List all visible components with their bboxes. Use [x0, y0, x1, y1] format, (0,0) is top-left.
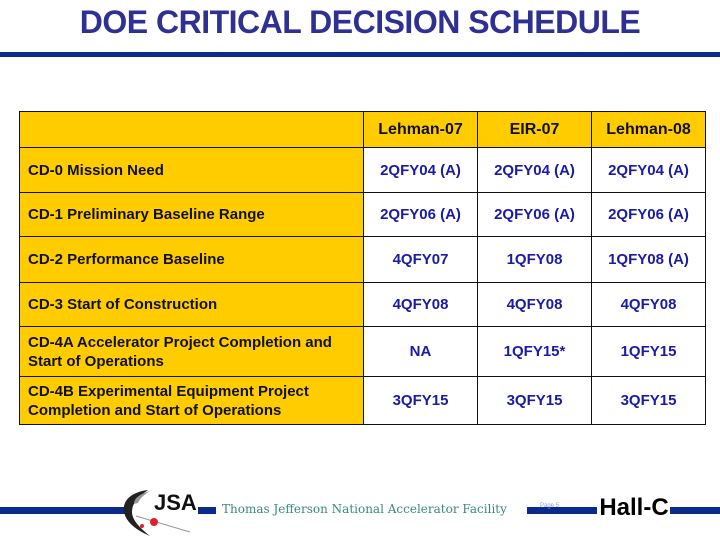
- table-row: [20, 377, 706, 425]
- table-cell: 4QFY08: [592, 283, 706, 327]
- column-header-eir-07: EIR-07: [478, 112, 592, 148]
- row-label: CD-1 Preliminary Baseline Range: [20, 193, 364, 237]
- column-header-lehman-08: Lehman-08: [592, 112, 706, 148]
- row-label: CD-4B Experimental Equipment Project Completion and Start of Operations: [20, 377, 364, 425]
- table-row: [20, 327, 706, 377]
- table-row: [20, 148, 706, 193]
- table-cell: 4QFY07: [364, 237, 478, 283]
- table-cell: NA: [364, 327, 478, 377]
- table-row: [20, 193, 706, 237]
- column-header-lehman-07: Lehman-07: [364, 112, 478, 148]
- row-label: CD-2 Performance Baseline: [20, 237, 364, 283]
- table-cell: 4QFY08: [478, 283, 592, 327]
- page-number: Page 5: [540, 503, 560, 509]
- row-label: CD-0 Mission Need: [20, 148, 364, 193]
- jsa-swoosh-icon: [118, 486, 208, 536]
- table-cell: 2QFY06 (A): [478, 193, 592, 237]
- table-row: [20, 237, 706, 283]
- facility-name: Thomas Jefferson National Accelerator Facility: [222, 502, 507, 516]
- svg-text:JSA: JSA: [154, 490, 197, 515]
- table-header-row: [20, 112, 706, 148]
- table-cell: 3QFY15: [478, 377, 592, 425]
- header-empty-cell: [20, 112, 364, 148]
- page-title: DOE CRITICAL DECISION SCHEDULE: [79, 4, 641, 40]
- table-cell: 3QFY15: [592, 377, 706, 425]
- table-cell: 1QFY08 (A): [592, 237, 706, 283]
- hall-label: Hall-C: [598, 490, 670, 526]
- table-cell: 2QFY06 (A): [592, 193, 706, 237]
- jsa-logo: [118, 486, 208, 536]
- table-cell: 2QFY04 (A): [364, 148, 478, 193]
- table-cell: 1QFY15: [592, 327, 706, 377]
- table-cell: 4QFY08: [364, 283, 478, 327]
- schedule-table: [19, 111, 706, 425]
- table-cell: 1QFY08: [478, 237, 592, 283]
- row-label: CD-3 Start of Construction: [20, 283, 364, 327]
- table-row: [20, 283, 706, 327]
- footer-rule-left: [0, 507, 125, 514]
- title-divider: [0, 52, 720, 57]
- footer-rule-right: [670, 507, 720, 514]
- row-label: CD-4A Accelerator Project Completion and Start of Operations: [20, 327, 364, 377]
- table-cell: 1QFY15*: [478, 327, 592, 377]
- table-cell: 2QFY04 (A): [592, 148, 706, 193]
- table-cell: 2QFY04 (A): [478, 148, 592, 193]
- footer-rule-page: [527, 507, 597, 514]
- table-cell: 3QFY15: [364, 377, 478, 425]
- table-cell: 2QFY06 (A): [364, 193, 478, 237]
